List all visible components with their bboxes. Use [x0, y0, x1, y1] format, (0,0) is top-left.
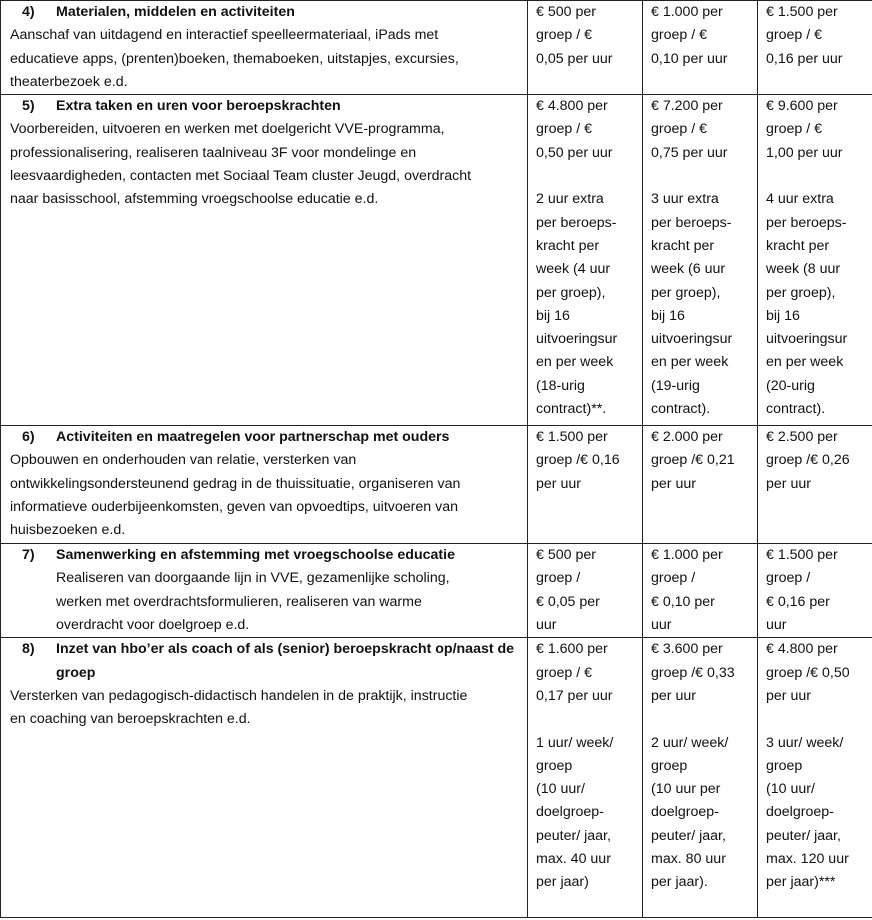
row-8-number: 8) [22, 641, 35, 658]
row-7-description [10, 567, 523, 637]
row-6-heading [10, 426, 523, 449]
value-line: groep / € [766, 121, 823, 138]
value-line: € 1.600 per [536, 641, 608, 658]
value-spacer [651, 165, 755, 188]
table-row-8 [1, 638, 872, 918]
value-line: en per week [536, 354, 614, 371]
value-line: groep / [766, 570, 811, 587]
value-line: groep /€ 0,21 [651, 452, 735, 469]
row-6-number: 6) [22, 429, 35, 446]
value-line: 0,75 per uur [651, 144, 728, 161]
value-line: (19-urig [651, 377, 700, 394]
row-5-number: 5) [22, 98, 35, 115]
value-line: groep / € [536, 121, 593, 138]
description-line: informatieve ouderbijeenkomsten, geven van opvoedtips, uitvoeren van [10, 499, 458, 516]
value-line: uur [766, 617, 787, 634]
value-line: 0,50 per uur [536, 144, 613, 161]
row-5-title: Extra taken en uren voor beroepskrachten [56, 98, 341, 115]
value-line: € 3.600 per [651, 641, 723, 658]
description-line: Aanschaf van uitdagend en interactief speelleermateriaal, iPads met [10, 27, 439, 44]
value-line: € 2.000 per [651, 429, 723, 446]
value-line: € 7.200 per [651, 98, 723, 115]
value-line: per uur [651, 475, 696, 492]
row-7-value-high [758, 544, 872, 638]
row-5-description [10, 118, 523, 211]
table-body [1, 1, 872, 918]
value-line: € 1.500 per [536, 429, 608, 446]
value-line: € 4.800 per [766, 641, 838, 658]
value-line: groep /€ 0,16 [536, 452, 620, 469]
row-7-description-cell [1, 544, 528, 638]
value-line: per beroeps- [536, 214, 617, 231]
value-line: contract). [766, 401, 826, 418]
value-line: peuter/ jaar, [536, 827, 611, 844]
value-spacer [536, 708, 640, 731]
value-line: 0,05 per uur [536, 50, 613, 67]
value-line: (10 uur/ [766, 781, 815, 798]
row-5-heading [10, 95, 523, 118]
value-line: groep /€ 0,33 [651, 664, 735, 681]
table-row-6 [1, 426, 872, 544]
value-line: doelgroep- [766, 804, 834, 821]
row-5-value-low [528, 95, 643, 426]
value-line: doelgroep- [651, 804, 719, 821]
description-line: Realiseren van doorgaande lijn in VVE, gezamenlijke scholing, [56, 570, 450, 587]
value-line: 1,00 per uur [766, 144, 843, 161]
value-line: bij 16 [536, 307, 570, 324]
value-line: uitvoeringsur [536, 331, 618, 348]
row-4-value-high [758, 1, 872, 95]
value-line: 0,17 per uur [536, 687, 613, 704]
description-line: Versterken van pedagogisch-didactisch handelen in de praktijk, instructie [10, 687, 468, 704]
value-line: (10 uur/ [536, 781, 585, 798]
row-4-value-mid [643, 1, 758, 95]
row-7-number: 7) [22, 547, 35, 564]
row-8-value-high [758, 638, 872, 918]
value-line: per uur [766, 475, 811, 492]
value-line: (10 uur per [651, 781, 721, 798]
value-line: contract)**. [536, 401, 607, 418]
value-line: uur [536, 617, 557, 634]
value-line: € 500 per [536, 4, 596, 20]
description-line: professionalisering, realiseren taalniveau 3F voor mondelinge en [10, 144, 417, 161]
row-4-description [10, 24, 523, 94]
value-line: (20-urig [766, 377, 815, 394]
value-spacer [766, 165, 870, 188]
value-line: 1 uur/ week/ [536, 734, 614, 751]
value-line: uur [651, 617, 672, 634]
row-7-heading [10, 544, 523, 567]
value-line: peuter/ jaar, [766, 827, 841, 844]
value-line: uitvoeringsur [766, 331, 848, 348]
row-7-value-low [528, 544, 643, 638]
value-line: € 0,16 per [766, 593, 830, 610]
value-spacer [651, 708, 755, 731]
value-line: 3 uur/ week/ [766, 734, 844, 751]
value-line: per groep), [766, 284, 836, 301]
value-line: week (6 uur [651, 261, 726, 278]
row-5-value-high [758, 95, 872, 426]
value-line: per beroeps- [651, 214, 732, 231]
value-line: € 500 per [536, 547, 596, 564]
value-line: max. 120 uur [766, 851, 849, 868]
row-5-value-mid [643, 95, 758, 426]
value-line: per jaar)*** [766, 874, 836, 891]
row-5-description-cell [1, 95, 528, 426]
value-line: € 2.500 per [766, 429, 838, 446]
value-line: per uur [766, 687, 811, 704]
value-line: groep [651, 757, 688, 774]
row-6-description-cell [1, 426, 528, 544]
row-6-value-mid [643, 426, 758, 544]
value-line: per jaar) [536, 874, 589, 891]
value-line: groep /€ 0,26 [766, 452, 850, 469]
row-4-heading [10, 1, 523, 24]
row-8-heading [10, 638, 523, 685]
value-line: bij 16 [651, 307, 685, 324]
description-line: theaterbezoek e.d. [10, 73, 128, 90]
value-line: groep / € [536, 664, 593, 681]
value-line: groep / € [766, 27, 823, 44]
description-line: werken met overdrachtsformulieren, realiseren van warme [56, 593, 422, 610]
value-line: contract). [651, 401, 711, 418]
value-line: per jaar). [651, 874, 708, 891]
table-row-4 [1, 1, 872, 95]
value-line: per uur [651, 687, 696, 704]
row-8-description [10, 685, 523, 732]
row-7-value-mid [643, 544, 758, 638]
value-line: 2 uur extra [536, 191, 604, 208]
row-6-value-low [528, 426, 643, 544]
description-line: en coaching van beroepskrachten e.d. [10, 711, 251, 728]
value-line: doelgroep- [536, 804, 604, 821]
value-line: per groep), [536, 284, 606, 301]
description-line: leesvaardigheden, contacten met Sociaal Team cluster Jeugd, overdracht [10, 168, 472, 185]
value-line: per beroeps- [766, 214, 847, 231]
row-4-value-low [528, 1, 643, 95]
value-line: per uur [536, 475, 581, 492]
row-4-title: Materialen, middelen en activiteiten [56, 4, 295, 20]
value-line: groep / € [651, 121, 708, 138]
description-line: ontwikkelingsondersteunend gedrag in de thuissituatie, organiseren van [10, 475, 461, 492]
row-8-value-low [528, 638, 643, 918]
value-line: 0,10 per uur [651, 50, 728, 67]
description-line: huisbezoeken e.d. [10, 522, 126, 539]
value-line: 3 uur extra [651, 191, 719, 208]
value-line: groep / [651, 570, 696, 587]
value-line: groep [536, 757, 573, 774]
description-line: naar basisschool, afstemming vroegschoolse educatie e.d. [10, 191, 379, 208]
value-line: € 1.000 per [651, 4, 723, 20]
value-line: (18-urig [536, 377, 585, 394]
value-line: € 4.800 per [536, 98, 608, 115]
row-8-value-mid [643, 638, 758, 918]
value-line: bij 16 [766, 307, 800, 324]
description-line: overdracht voor doelgroep e.d. [56, 617, 250, 634]
value-line: week (4 uur [536, 261, 611, 278]
value-line: € 1.000 per [651, 547, 723, 564]
value-line: 4 uur extra [766, 191, 834, 208]
value-line: kracht per [536, 237, 600, 254]
value-line: kracht per [651, 237, 715, 254]
value-line: € 1.500 per [766, 4, 838, 20]
value-line: groep / [536, 570, 581, 587]
value-line: per groep), [651, 284, 721, 301]
value-line: max. 40 uur [536, 851, 611, 868]
value-line: € 0,10 per [651, 593, 715, 610]
table-row-7 [1, 544, 872, 638]
value-line: kracht per [766, 237, 830, 254]
row-8-title: Inzet van hbo’er als coach of als (senior) beroepskracht op/naast de groep [56, 641, 515, 681]
row-8-description-cell [1, 638, 528, 918]
value-spacer [766, 708, 870, 731]
value-spacer [536, 165, 640, 188]
value-line: € 9.600 per [766, 98, 838, 115]
value-line: groep / € [651, 27, 708, 44]
row-7-title: Samenwerking en afstemming met vroegschoolse educatie [56, 547, 455, 564]
value-line: en per week [766, 354, 844, 371]
row-6-title: Activiteiten en maatregelen voor partnerschap met ouders [56, 429, 450, 446]
value-line: peuter/ jaar, [651, 827, 726, 844]
value-line: groep / € [536, 27, 593, 44]
value-line: uitvoeringsur [651, 331, 733, 348]
description-line: educatieve apps, (prenten)boeken, themaboeken, uitstapjes, excursies, [10, 50, 459, 67]
value-line: € 1.500 per [766, 547, 838, 564]
description-line: Voorbereiden, uitvoeren en werken met doelgericht VVE-programma, [10, 121, 445, 138]
value-line: week (8 uur [766, 261, 841, 278]
description-line: Opbouwen en onderhouden van relatie, versterken van [10, 452, 357, 469]
row-4-number: 4) [22, 4, 35, 20]
value-line: en per week [651, 354, 729, 371]
value-line: groep [766, 757, 803, 774]
row-4-description-cell [1, 1, 528, 95]
value-line: € 0,05 per [536, 593, 600, 610]
table-row-5 [1, 95, 872, 426]
row-6-description [10, 449, 523, 542]
row-6-value-high [758, 426, 872, 544]
value-line: 0,16 per uur [766, 50, 843, 67]
value-line: max. 80 uur [651, 851, 726, 868]
value-line: 2 uur/ week/ [651, 734, 729, 751]
value-line: groep /€ 0,50 [766, 664, 850, 681]
